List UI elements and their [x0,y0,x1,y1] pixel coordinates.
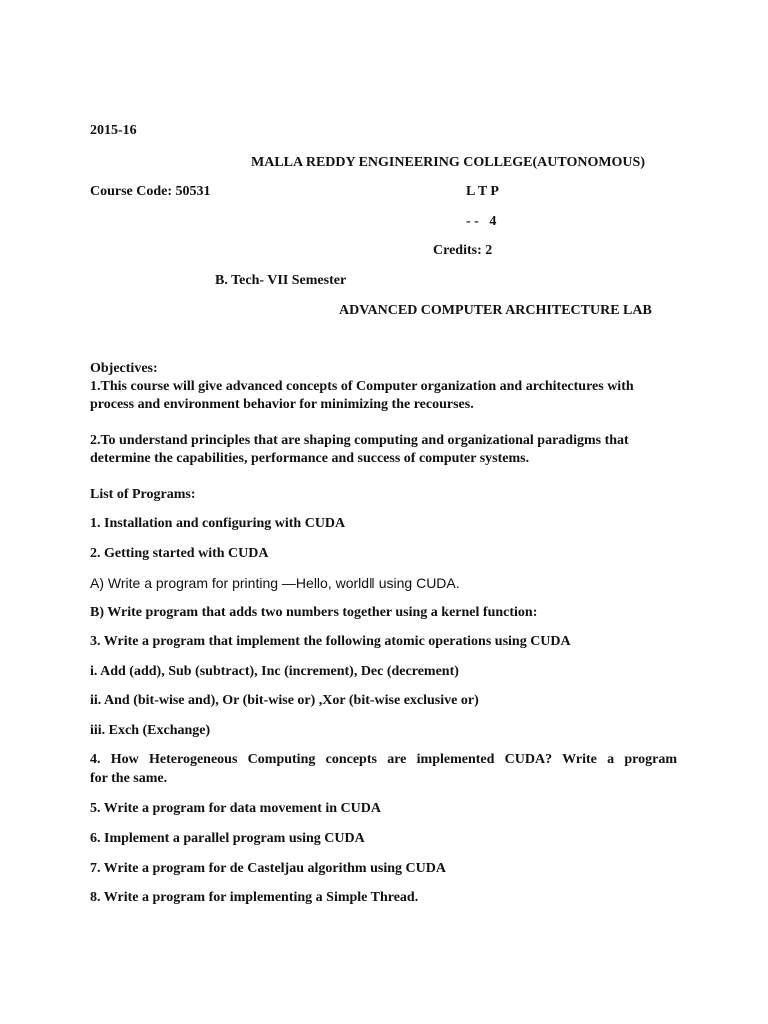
credits: Credits: 2 [433,243,493,258]
ltp-heading: L T P [466,184,499,199]
objective-item-2: 2.To understand principles that are shaping computing and organizational paradigms that determine the capabilities, performance and success of computer systems. [90,433,629,466]
course-title: ADVANCED COMPUTER ARCHITECTURE LAB [339,303,652,318]
program-item-2a: A) Write a program for printing ―Hello, world‖ using CUDA. [90,575,460,591]
programs-heading: List of Programs: [90,487,196,502]
program-item-2: 2. Getting started with CUDA [90,546,269,561]
college-name: MALLA REDDY ENGINEERING COLLEGE(AUTONOMOUS) [251,155,645,170]
objective-item-1: 1.This course will give advanced concepts of Computer organization and architectures with process and environment behavior for minimizing the recourses. [90,379,634,412]
course-code: Course Code: 50531 [90,184,211,199]
semester: B. Tech- VII Semester [215,273,347,288]
program-item-1: 1. Installation and configuring with CUDA [90,516,346,531]
program-item-3i: i. Add (add), Sub (subtract), Inc (increment), Dec (decrement) [90,664,459,679]
program-item-7: 7. Write a program for de Casteljau algorithm using CUDA [90,861,446,876]
academic-year: 2015-16 [90,123,137,138]
program-item-5: 5. Write a program for data movement in CUDA [90,801,381,816]
objectives-heading: Objectives: [90,361,158,376]
program-item-8: 8. Write a program for implementing a Simple Thread. [90,890,419,905]
program-item-3iii: iii. Exch (Exchange) [90,723,211,738]
program-item-2b: B) Write program that adds two numbers together using a kernel function: [90,605,538,620]
program-item-4-line2: for the same. [90,771,168,786]
program-item-3: 3. Write a program that implement the following atomic operations using CUDA [90,634,571,649]
ltp-values: - - 4 [466,214,497,229]
program-item-6: 6. Implement a parallel program using CUDA [90,831,365,846]
program-item-4-line1: 4. How Heterogeneous Computing concepts are implemented CUDA? Write a program [90,752,677,767]
program-item-3ii: ii. And (bit-wise and), Or (bit-wise or) ,Xor (bit-wise exclusive or) [90,693,479,708]
